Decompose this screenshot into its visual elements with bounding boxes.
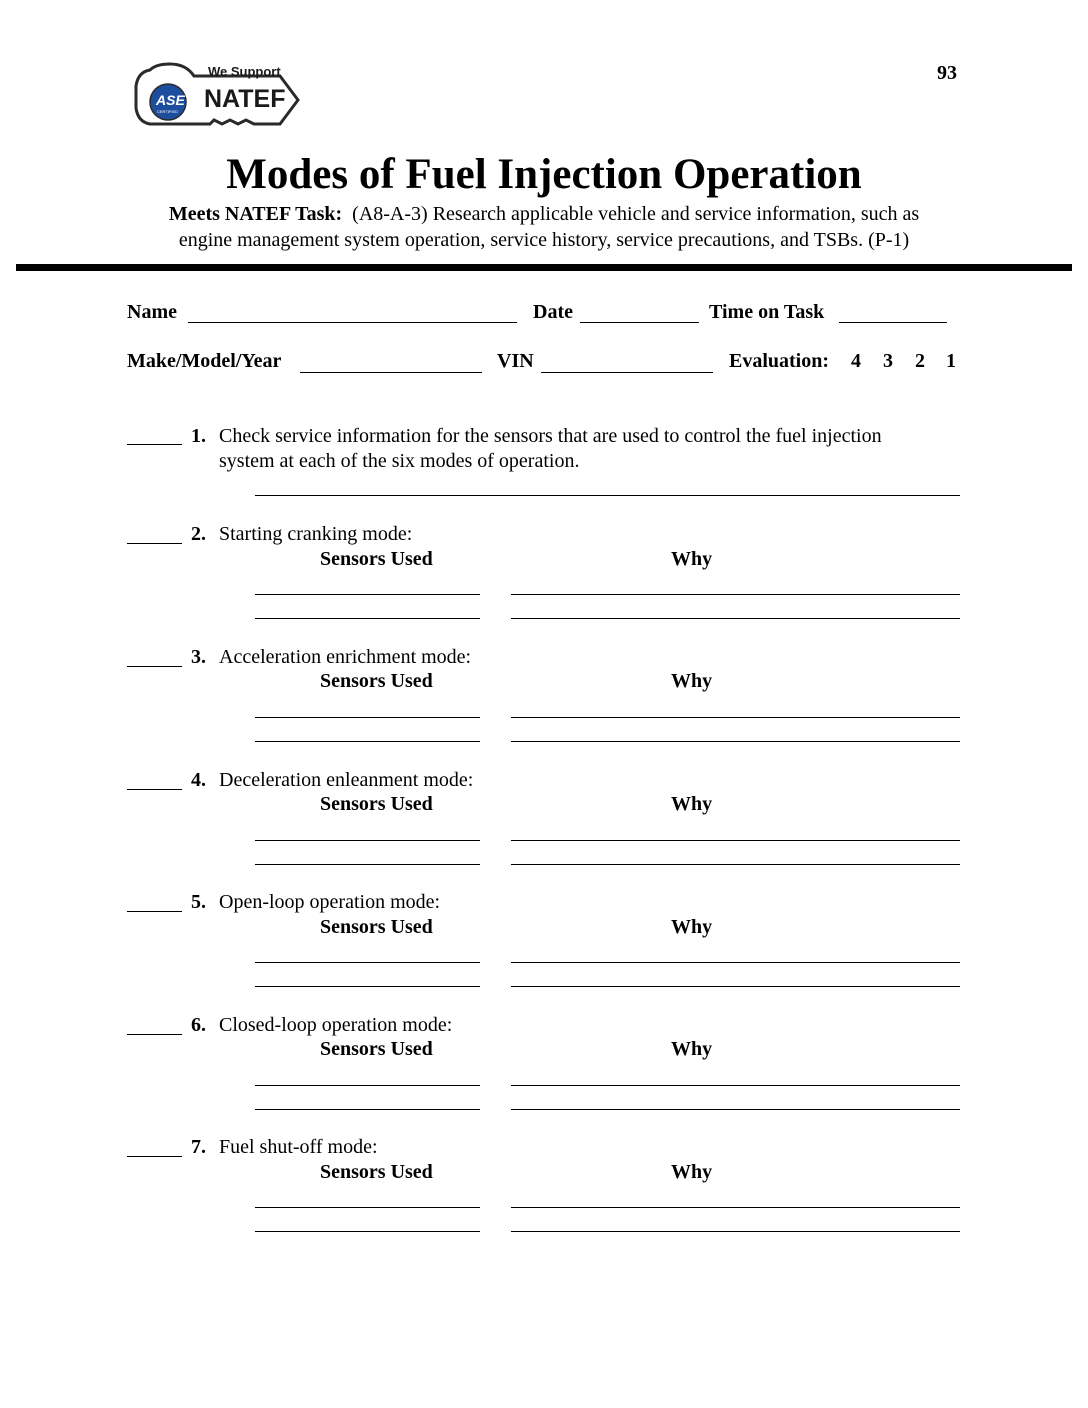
date-field[interactable] <box>580 322 699 323</box>
item-5-sensors-heading: Sensors Used <box>320 916 433 938</box>
item-3-text: Acceleration enrichment mode: <box>219 646 472 668</box>
item-6-sensors-line-1[interactable] <box>255 1085 480 1086</box>
score-4[interactable]: 4 <box>851 350 861 372</box>
item-4-sensors-line-1[interactable] <box>255 840 480 841</box>
item-4-why-line-1[interactable] <box>511 840 960 841</box>
item-1-text-line-1: Check service information for the sensors that are used to control the fuel injection <box>219 425 882 447</box>
time-on-task-label: Time on Task <box>709 301 825 323</box>
item-4-text: Deceleration enleanment mode: <box>219 769 474 791</box>
date-label: Date <box>533 301 573 323</box>
item-1-answer-line[interactable] <box>255 495 960 496</box>
item-2-why-heading: Why <box>671 548 713 570</box>
item-7-sensors-heading: Sensors Used <box>320 1161 433 1183</box>
item-6-check-blank[interactable] <box>127 1034 182 1035</box>
item-7-why-line-1[interactable] <box>511 1207 960 1208</box>
item-6-sensors-heading: Sensors Used <box>320 1038 433 1060</box>
item-2-number: 2. <box>191 523 206 545</box>
item-2-text: Starting cranking mode: <box>219 523 413 545</box>
time-on-task-field[interactable] <box>839 322 947 323</box>
item-7-why-line-2[interactable] <box>511 1231 960 1232</box>
item-5-check-blank[interactable] <box>127 911 182 912</box>
item-3-sensors-line-1[interactable] <box>255 717 480 718</box>
evaluation-label: Evaluation: <box>729 350 830 372</box>
score-1[interactable]: 1 <box>946 350 956 372</box>
item-1-check-blank[interactable] <box>127 444 182 445</box>
item-4-sensors-line-2[interactable] <box>255 864 480 865</box>
make-model-year-field[interactable] <box>300 372 482 373</box>
item-3-why-heading: Why <box>671 670 713 692</box>
logo-badge: ASE <box>156 92 185 108</box>
item-7-text: Fuel shut-off mode: <box>219 1136 378 1158</box>
item-3-why-line-1[interactable] <box>511 717 960 718</box>
make-model-year-label: Make/Model/Year <box>127 350 282 372</box>
item-4-why-line-2[interactable] <box>511 864 960 865</box>
item-2-check-blank[interactable] <box>127 543 182 544</box>
item-6-text: Closed-loop operation mode: <box>219 1014 453 1036</box>
item-5-text: Open-loop operation mode: <box>219 891 441 913</box>
item-5-why-line-2[interactable] <box>511 986 960 987</box>
task-text-1: (A8-A-3) Research applicable vehicle and service information, such as <box>352 203 920 225</box>
task-line-1 <box>0 203 1088 226</box>
item-7-why-heading: Why <box>671 1161 713 1183</box>
item-7-check-blank[interactable] <box>127 1156 182 1157</box>
item-6-why-line-2[interactable] <box>511 1109 960 1110</box>
natef-logo <box>130 58 305 150</box>
item-3-check-blank[interactable] <box>127 666 182 667</box>
item-4-number: 4. <box>191 769 206 791</box>
item-5-number: 5. <box>191 891 206 913</box>
logo-brand: NATEF <box>204 85 286 113</box>
item-5-sensors-line-2[interactable] <box>255 986 480 987</box>
item-7-sensors-line-1[interactable] <box>255 1207 480 1208</box>
item-2-sensors-heading: Sensors Used <box>320 548 433 570</box>
item-6-why-heading: Why <box>671 1038 713 1060</box>
item-4-sensors-heading: Sensors Used <box>320 793 433 815</box>
logo-badge-sub: CERTIFIED <box>157 109 179 114</box>
item-5-why-line-1[interactable] <box>511 962 960 963</box>
item-5-sensors-line-1[interactable] <box>255 962 480 963</box>
item-2-why-line-1[interactable] <box>511 594 960 595</box>
header-divider <box>16 264 1072 271</box>
item-3-why-line-2[interactable] <box>511 741 960 742</box>
name-field[interactable] <box>188 322 517 323</box>
item-3-sensors-line-2[interactable] <box>255 741 480 742</box>
item-6-why-line-1[interactable] <box>511 1085 960 1086</box>
item-4-why-heading: Why <box>671 793 713 815</box>
item-7-sensors-line-2[interactable] <box>255 1231 480 1232</box>
item-7-number: 7. <box>191 1136 206 1158</box>
item-2-sensors-line-2[interactable] <box>255 618 480 619</box>
item-6-number: 6. <box>191 1014 206 1036</box>
page-number: 93 <box>937 62 957 84</box>
item-1-text-line-2: system at each of the six modes of operation. <box>219 450 580 472</box>
vin-label: VIN <box>497 350 534 372</box>
task-line-2: engine management system operation, service history, service precautions, and TSBs. (P-1) <box>178 229 910 251</box>
vin-field[interactable] <box>541 372 713 373</box>
item-3-number: 3. <box>191 646 206 668</box>
score-3[interactable]: 3 <box>883 350 893 372</box>
item-2-why-line-2[interactable] <box>511 618 960 619</box>
item-1-number: 1. <box>191 425 206 447</box>
page-title: Modes of Fuel Injection Operation <box>226 151 862 198</box>
score-2[interactable]: 2 <box>915 350 925 372</box>
item-3-sensors-heading: Sensors Used <box>320 670 433 692</box>
name-label: Name <box>127 301 177 323</box>
item-2-sensors-line-1[interactable] <box>255 594 480 595</box>
task-label: Meets NATEF Task: <box>168 203 343 225</box>
item-6-sensors-line-2[interactable] <box>255 1109 480 1110</box>
item-5-why-heading: Why <box>671 916 713 938</box>
item-4-check-blank[interactable] <box>127 789 182 790</box>
logo-tagline: We Support <box>208 64 281 79</box>
